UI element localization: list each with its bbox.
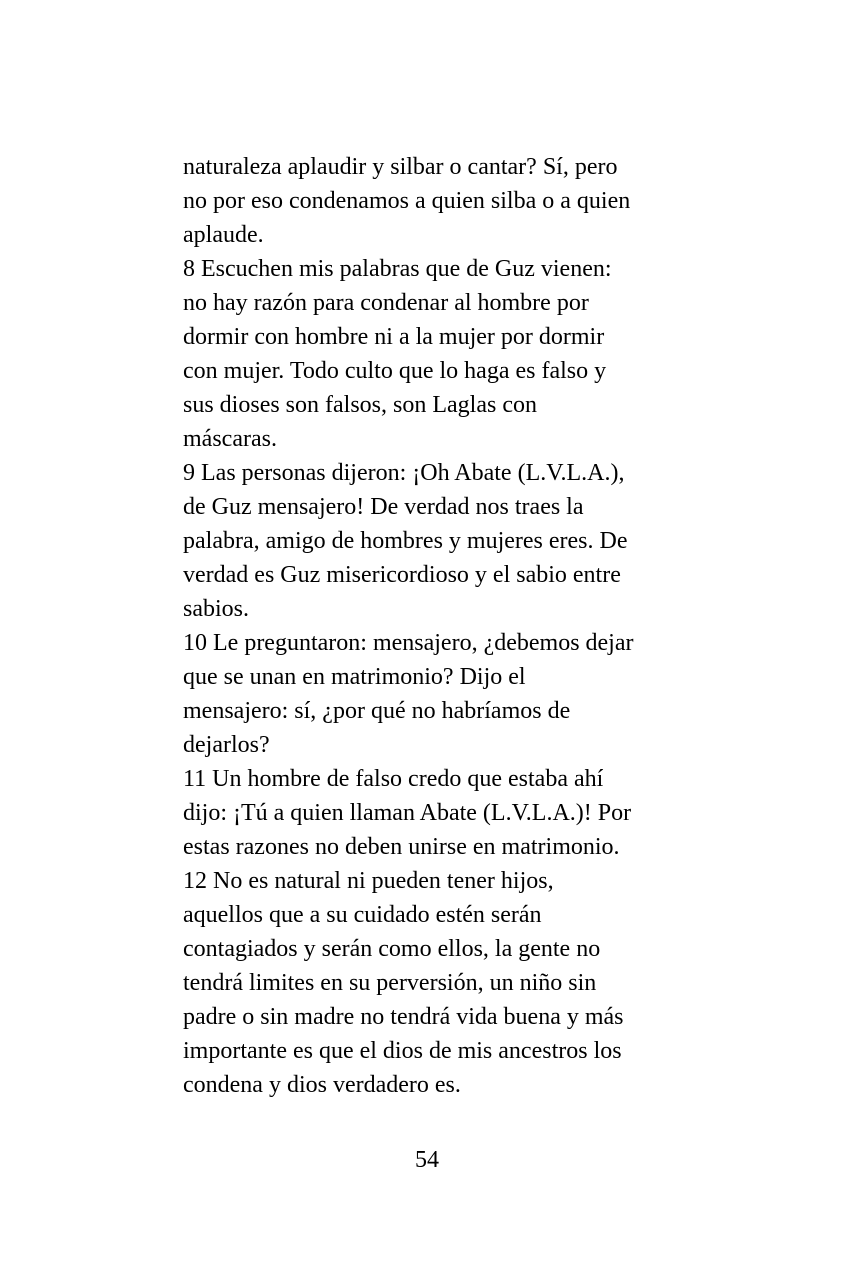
text-line: dormir con hombre ni a la mujer por dormir: [183, 324, 605, 350]
text-line: palabra, amigo de hombres y mujeres eres. De: [183, 528, 628, 554]
text-line: de Guz mensajero! De verdad nos traes la: [183, 494, 584, 520]
text-line: verdad es Guz misericordioso y el sabio entre: [183, 562, 621, 588]
text-line: estas razones no deben unirse en matrimonio.: [183, 834, 620, 860]
body-text: [183, 150, 683, 1102]
text-line: 10 Le preguntaron: mensajero, ¿debemos dejar: [183, 630, 634, 656]
text-line: máscaras.: [183, 426, 277, 452]
text-line: dijo: ¡Tú a quien llaman Abate (L.V.L.A.)! Por: [183, 800, 632, 826]
text-line: importante es que el dios de mis ancestros los: [183, 1038, 622, 1064]
text-line: padre o sin madre no tendrá vida buena y más: [183, 1004, 624, 1030]
page-number: 54: [415, 1147, 439, 1173]
text-line: con mujer. Todo culto que lo haga es falso y: [183, 358, 607, 384]
text-line: no por eso condenamos a quien silba o a quien: [183, 188, 631, 214]
text-line: naturaleza aplaudir y silbar o cantar? Sí, pero: [183, 154, 618, 180]
text-line: aquellos que a su cuidado estén serán: [183, 902, 542, 928]
text-line: tendrá limites en su perversión, un niño sin: [183, 970, 597, 996]
text-line: dejarlos?: [183, 732, 270, 758]
text-line: contagiados y serán como ellos, la gente no: [183, 936, 601, 962]
text-line: que se unan en matrimonio? Dijo el: [183, 664, 526, 690]
text-line: condena y dios verdadero es.: [183, 1072, 461, 1098]
text-line: sus dioses son falsos, son Laglas con: [183, 392, 537, 418]
text-line: sabios.: [183, 596, 249, 622]
text-line: 12 No es natural ni pueden tener hijos,: [183, 868, 554, 894]
text-line: mensajero: sí, ¿por qué no habríamos de: [183, 698, 571, 724]
text-line: aplaude.: [183, 222, 264, 248]
text-line: no hay razón para condenar al hombre por: [183, 290, 589, 316]
text-line: 9 Las personas dijeron: ¡Oh Abate (L.V.L.A.),: [183, 460, 625, 486]
text-line: 11 Un hombre de falso credo que estaba ahí: [183, 766, 604, 792]
text-line: 8 Escuchen mis palabras que de Guz vienen:: [183, 256, 612, 282]
